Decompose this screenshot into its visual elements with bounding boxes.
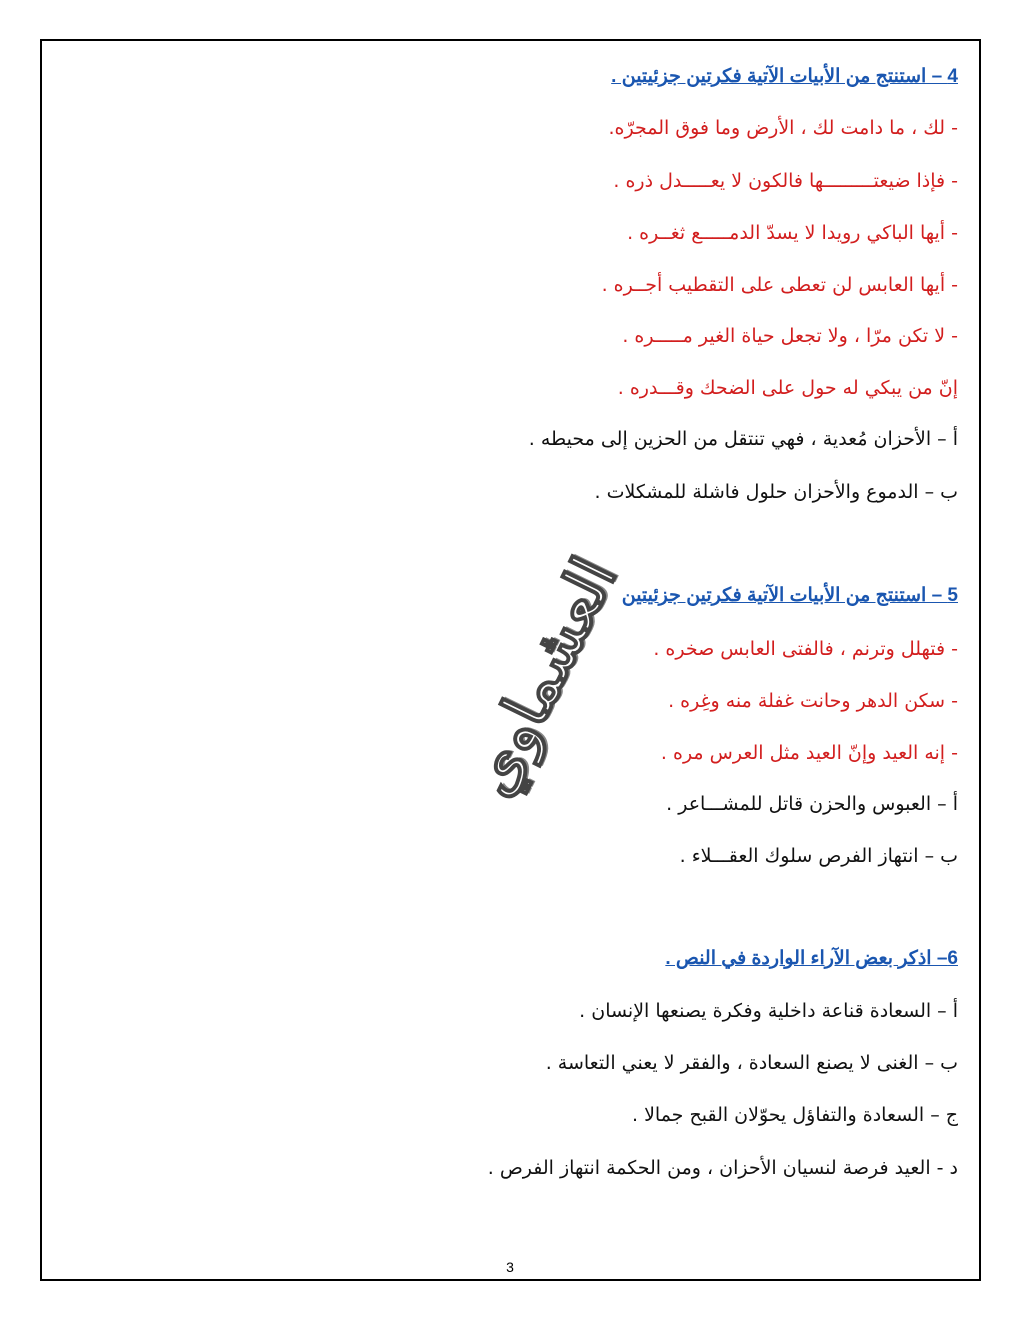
section4-verse-4: - أيها العابس لن تعطى على التقطيب أجــره .: [601, 274, 958, 296]
author-watermark: العشماوي: [453, 546, 631, 807]
section5-verse-3: - إنه العيد وإنّ العيد مثل العرس مره .: [660, 742, 958, 764]
page-number: 3: [506, 1259, 514, 1275]
section5-verse-1: - فتهلل وترنم ، فالفتى العابس صخره .: [653, 638, 958, 660]
section5-verse-2: - سكن الدهر وحانت غفلة منه وغِره .: [668, 690, 958, 712]
section4-answer-b: ب – الدموع والأحزان حلول فاشلة للمشكلات .: [594, 481, 958, 503]
section6-answer-d: د - العيد فرصة لنسيان الأحزان ، ومن الحكمة انتهاز الفرص .: [487, 1157, 958, 1179]
section6-heading: 6– اذكر بعض الآراء الواردة في النص .: [665, 948, 958, 969]
section6-answer-c: ج – السعادة والتفاؤل يحوّلان القبح جمالا .: [631, 1104, 958, 1126]
section6-answer-a: أ – السعادة قناعة داخلية وفكرة يصنعها الإنسان .: [579, 1000, 958, 1022]
section4-heading: 4 – استنتج من الأبيات الآتية فكرتين جزئيتين .: [611, 66, 958, 87]
section4-answer-a: أ – الأحزان مُعدية ، فهي تنتقل من الحزين إلى محيطه .: [528, 428, 958, 450]
section4-verse-2: - فإذا ضيعتـــــــــها فالكون لا يعـــــدل ذره .: [613, 170, 958, 192]
section4-verse-5: - لا تكن مرّا ، ولا تجعل حياة الغير مـــــره .: [622, 325, 958, 347]
section5-answer-a: أ – العبوس والحزن قاتل للمشـــاعر .: [666, 793, 958, 815]
section6-answer-b: ب – الغنى لا يصنع السعادة ، والفقر لا يعني التعاسة .: [545, 1052, 958, 1074]
section5-answer-b: ب – انتهاز الفرص سلوك العقـــلاء .: [679, 845, 958, 867]
section4-verse-1: - لك ، ما دامت لك ، الأرض وما فوق المجرّه.: [608, 117, 958, 139]
section4-verse-6: إنّ من يبكي له حول على الضحك وقـــدره .: [617, 377, 958, 399]
section5-heading: 5 – استنتج من الأبيات الآتية فكرتين جزئيتين: [621, 585, 958, 606]
section4-verse-3: - أيها الباكي رويدا لا يسدّ الدمـــــع ثغــره .: [627, 222, 958, 244]
